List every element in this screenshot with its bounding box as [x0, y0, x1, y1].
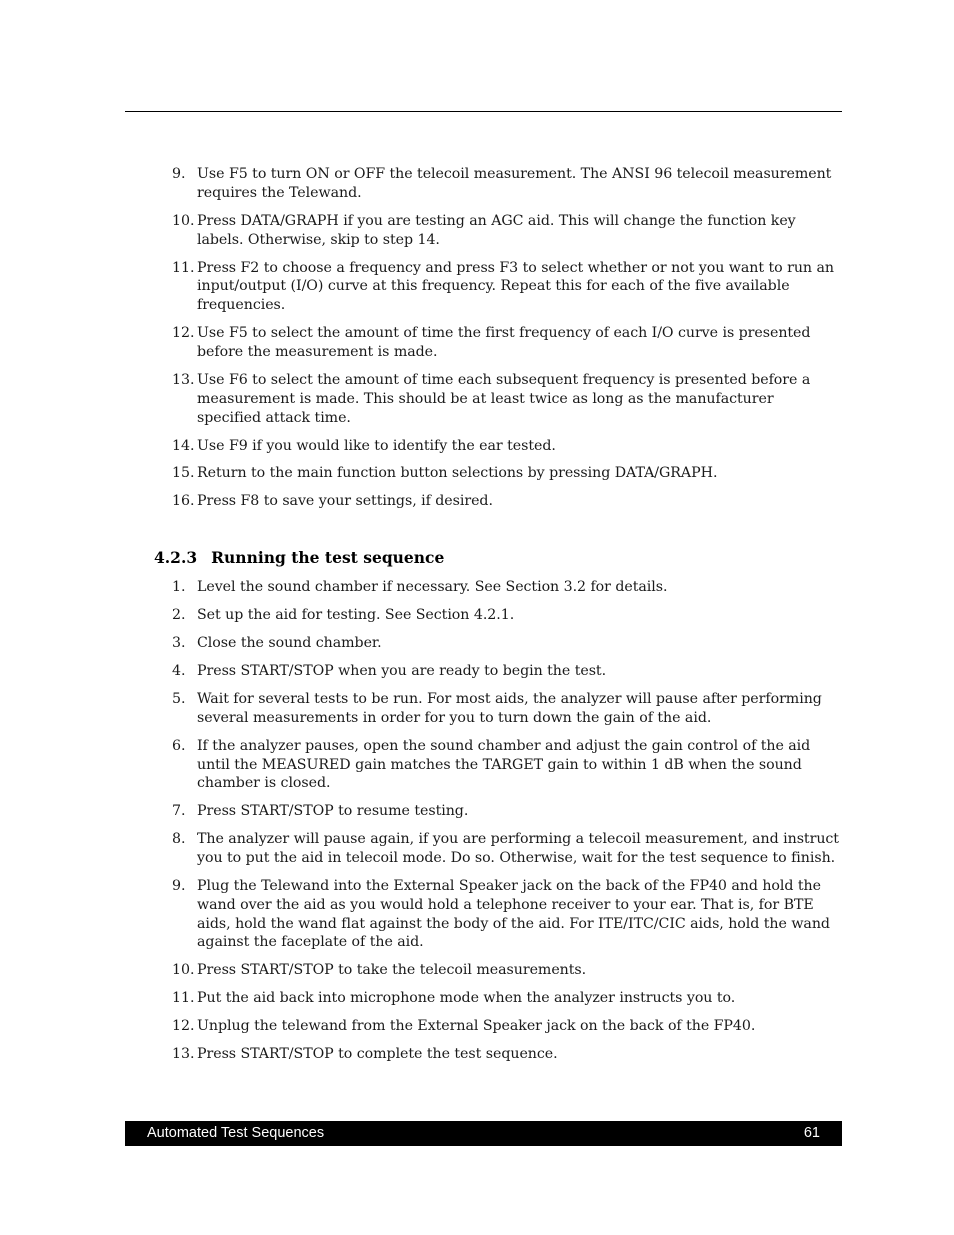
- list-item: [125, 212, 842, 250]
- item-text: The analyzer will pause again, if you are performing a telecoil measurement, and instruct you to put the aid in telecoil mode. Do so. Otherwise, wait for the test sequence to finish.: [197, 831, 839, 867]
- instruction-list-continued: [125, 165, 842, 520]
- page-number: 61: [803, 1125, 820, 1141]
- list-item: [125, 437, 842, 456]
- item-text: Close the sound chamber.: [197, 634, 382, 651]
- item-number: 16.: [172, 493, 195, 510]
- list-item: [125, 578, 842, 597]
- list-item: [125, 830, 842, 868]
- list-item: [125, 634, 842, 653]
- item-text: Use F6 to select the amount of time each subsequent frequency is presented before a measurement is made. This should be at least twice as long as the manufacturer specified attack time.: [197, 371, 811, 426]
- section-heading: [154, 548, 444, 568]
- item-number: 13.: [172, 1046, 195, 1063]
- item-text: Press F2 to choose a frequency and press F3 to select whether or not you want to run an input/output (I/O) curve at this frequency. Repeat this for each of the five available frequencies.: [197, 259, 834, 314]
- item-text: Level the sound chamber if necessary. See Section 3.2 for details.: [197, 579, 668, 595]
- footer-chapter-title: Automated Test Sequences: [147, 1125, 325, 1141]
- item-text: Put the aid back into microphone mode when the analyzer instructs you to.: [197, 990, 736, 1007]
- item-number: 3.: [172, 634, 186, 651]
- page-footer: [125, 1121, 842, 1146]
- item-text: Use F9 if you would like to identify the ear tested.: [197, 437, 556, 454]
- list-item: [125, 324, 842, 362]
- list-item: [125, 802, 842, 821]
- item-number: 5.: [172, 690, 186, 707]
- item-number: 10.: [172, 962, 195, 979]
- item-number: 14.: [172, 437, 195, 454]
- item-text: Return to the main function button selections by pressing DATA/GRAPH.: [197, 465, 718, 482]
- item-number: 1.: [172, 579, 186, 595]
- list-item: [125, 371, 842, 427]
- item-text: Unplug the telewand from the External Speaker jack on the back of the FP40.: [197, 1018, 756, 1035]
- item-text: Press START/STOP to resume testing.: [197, 803, 469, 820]
- item-number: 6.: [172, 737, 186, 754]
- list-item: [125, 961, 842, 980]
- item-number: 15.: [172, 465, 195, 482]
- list-item: [125, 165, 842, 203]
- item-text: Set up the aid for testing. See Section 4.2.1.: [197, 606, 515, 623]
- section-number: 4.2.3: [154, 548, 198, 567]
- list-item: [125, 1045, 842, 1064]
- list-item: [125, 259, 842, 315]
- item-number: 4.: [172, 662, 186, 679]
- item-text: Use F5 to select the amount of time the first frequency of each I/O curve is presented before the measurement is made.: [197, 325, 811, 360]
- item-number: 9.: [172, 166, 186, 182]
- test-sequence-steps: [125, 578, 842, 1073]
- item-text: Press DATA/GRAPH if you are testing an AGC aid. This will change the function key labels. Otherwise, skip to step 14.: [197, 212, 796, 248]
- list-item: [125, 690, 842, 728]
- item-number: 8.: [172, 831, 186, 848]
- item-number: 10.: [172, 212, 195, 229]
- item-number: 12.: [172, 325, 195, 342]
- item-text: Use F5 to turn ON or OFF the telecoil measurement. The ANSI 96 telecoil measurement requires the Telewand.: [197, 166, 832, 201]
- list-item: [125, 737, 842, 793]
- list-item: [125, 464, 842, 483]
- section-title: Running the test sequence: [211, 548, 445, 567]
- item-text: If the analyzer pauses, open the sound chamber and adjust the gain control of the aid until the MEASURED gain matches the TARGET gain to within 1 dB when the sound chamber is closed.: [197, 737, 811, 792]
- item-text: Press START/STOP to take the telecoil measurements.: [197, 962, 587, 979]
- item-number: 11.: [172, 259, 195, 276]
- item-number: 13.: [172, 371, 195, 388]
- item-number: 7.: [172, 803, 186, 820]
- item-text: Press START/STOP to complete the test sequence.: [197, 1046, 558, 1063]
- list-item: [125, 492, 842, 511]
- list-item: [125, 989, 842, 1008]
- list-item: [125, 1017, 842, 1036]
- list-item: [125, 662, 842, 681]
- header-rule: [125, 111, 842, 112]
- item-text: Wait for several tests to be run. For most aids, the analyzer will pause after performing several measurements in order for you to turn down the gain of the aid.: [197, 690, 822, 726]
- item-number: 2.: [172, 606, 186, 623]
- item-text: Press F8 to save your settings, if desired.: [197, 493, 493, 510]
- item-text: Press START/STOP when you are ready to begin the test.: [197, 662, 607, 679]
- list-item: [125, 606, 842, 625]
- item-number: 11.: [172, 990, 195, 1007]
- item-text: Plug the Telewand into the External Speaker jack on the back of the FP40 and hold the wand over the aid as you would hold a telephone receiver to your ear. That is, for BTE aids, hold the wand flat against the body of the aid. For ITE/ITC/CIC aids, hold the wand against the faceplate of the aid.: [197, 878, 830, 951]
- list-item: [125, 877, 842, 952]
- item-number: 9.: [172, 878, 186, 895]
- item-number: 12.: [172, 1018, 195, 1035]
